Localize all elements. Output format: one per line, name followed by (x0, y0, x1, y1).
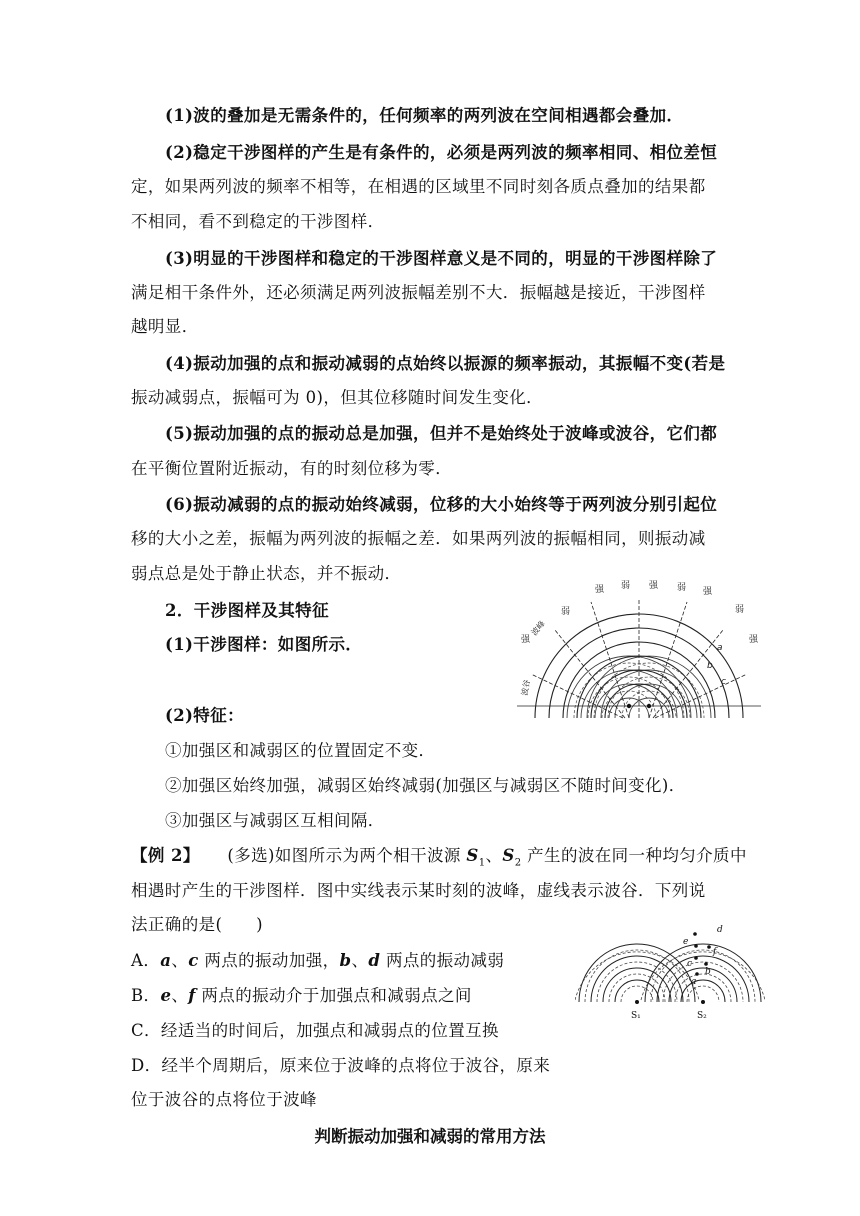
fig2-source-s2: S₂ (697, 1011, 707, 1021)
note-5-line-1: (5)振动加强的点的振动总是加强，但并不是始终处于波峰或波谷，它们都 (165, 424, 718, 443)
point-c: c (188, 951, 199, 970)
example-intro-post: 产生的波在同一种均匀介质中 (521, 846, 747, 865)
fig1-label-weak-right: 弱 (735, 605, 745, 615)
fig1-point-a: a (717, 643, 723, 653)
source-s1: S (466, 846, 479, 865)
note-2-line-1: (2)稳定干涉图样的产生是有条件的，必须是两列波的频率相同、相位差恒 (165, 143, 718, 162)
note-3-line-3: 越明显． (131, 317, 199, 336)
note-1: (1)波的叠加是无需条件的，任何频率的两列波在空间相遇都会叠加． (165, 106, 684, 125)
option-d-line-1[interactable]: D．经半个周期后，原来位于波峰的点将位于波谷，原来 (131, 1056, 551, 1075)
note-2-line-3: 不相同，看不到稳定的干涉图样． (131, 212, 385, 231)
fig1-label-strong-1: 强 (595, 585, 605, 595)
option-a-sep2: 、 (351, 951, 369, 970)
feature-1: ①加强区和减弱区的位置固定不变． (165, 741, 436, 760)
option-a-text1: 两点的振动加强， (198, 951, 340, 970)
point-d: d (368, 951, 381, 970)
section-2-pattern: (1)干涉图样：如图所示． (165, 635, 363, 654)
example-interference-figure (575, 914, 765, 1024)
fig1-label-strong-right: 强 (749, 635, 759, 645)
source-s2-sub: 2 (514, 857, 522, 869)
option-b-text: 两点的振动介于加强点和减弱点之间 (195, 986, 472, 1005)
fig1-crest-label: 波峰 (529, 619, 547, 638)
fig1-label-weak-1: 弱 (621, 581, 631, 591)
point-b: b (339, 951, 352, 970)
fig2-source-s1: S₁ (631, 1011, 641, 1021)
point-e: e (160, 986, 172, 1005)
fig1-label-strong-center: 强 (649, 581, 659, 591)
option-b-label: B． (131, 986, 161, 1005)
fig2-point-a: a (691, 977, 697, 987)
section-2-title: 2．干涉图样及其特征 (165, 601, 329, 620)
note-6-line-3: 弱点总是处于静止状态，并不振动． (131, 564, 402, 583)
note-3-line-2: 满足相干条件外，还必须满足两列波振幅差别不大．振幅越是接近，干涉图样 (131, 283, 706, 302)
fig2-point-d: d (717, 925, 723, 935)
option-a[interactable] (131, 950, 504, 972)
option-d-line-2: 位于波谷的点将位于波峰 (131, 1090, 317, 1109)
point-a: a (160, 951, 172, 970)
example-separator: 、 (485, 846, 503, 865)
fig2-point-b: b (705, 967, 711, 977)
fig1-point-c: c (721, 677, 726, 687)
section-heading: 判断振动加强和减弱的常用方法 (314, 1127, 546, 1146)
source-s1-sub: 1 (478, 857, 486, 869)
note-4-line-1: (4)振动加强的点和振动减弱的点始终以振源的频率振动，其振幅不变(若是 (165, 354, 726, 373)
fig2-point-e: e (683, 937, 689, 947)
fig1-label-strong-2: 强 (703, 587, 713, 597)
option-a-sep1: 、 (171, 951, 189, 970)
note-6-line-2: 移的大小之差，振幅为两列波的振幅之差．如果两列波的振幅相同，则振动减 (131, 529, 706, 548)
fig1-label-weak-left: 弱 (561, 607, 571, 617)
option-a-text2: 两点的振动减弱 (380, 951, 505, 970)
example-line-1 (131, 845, 747, 874)
example-tag: 【例 2】 (131, 846, 200, 865)
option-c[interactable]: C．经适当的时间后，加强点和减弱点的位置互换 (131, 1021, 499, 1040)
note-3-line-1: (3)明显的干涉图样和稳定的干涉图样意义是不同的，明显的干涉图样除了 (165, 249, 718, 268)
fig1-trough-label: 波谷 (520, 679, 532, 697)
example-line-3: 法正确的是( ) (131, 915, 263, 934)
feature-2: ②加强区始终加强，减弱区始终减弱(加强区与减弱区不随时间变化)． (165, 776, 686, 795)
point-f: f (188, 986, 196, 1005)
option-b-sep: 、 (171, 986, 189, 1005)
note-4-line-2: 振动减弱点，振幅可为 0)，但其位移随时间发生变化． (131, 388, 544, 407)
source-s2: S (502, 846, 515, 865)
fig1-point-b: b (707, 661, 713, 671)
note-5-line-2: 在平衡位置附近振动，有的时刻位移为零． (131, 459, 453, 478)
fig1-label-weak-2: 弱 (677, 583, 687, 593)
section-2-feature: (2)特征： (165, 706, 244, 725)
fig2-point-c: c (687, 959, 693, 969)
option-b[interactable] (131, 985, 472, 1007)
example-intro-pre: (多选)如图所示为两个相干波源 (227, 846, 467, 865)
fig1-label-strong-left: 强 (521, 635, 531, 645)
fig2-point-f: f (713, 947, 717, 957)
example-line-2: 相遇时产生的干涉图样．图中实线表示某时刻的波峰，虚线表示波谷．下列说 (131, 881, 706, 900)
note-2-line-2: 定，如果两列波的频率不相等，在相遇的区域里不同时刻各质点叠加的结果都 (131, 177, 706, 196)
note-6-line-1: (6)振动减弱的点的振动始终减弱，位移的大小始终等于两列波分别引起位 (165, 495, 718, 514)
feature-3: ③加强区与减弱区互相间隔． (165, 811, 385, 830)
option-a-label: A． (131, 951, 161, 970)
interference-pattern-figure (517, 578, 761, 720)
